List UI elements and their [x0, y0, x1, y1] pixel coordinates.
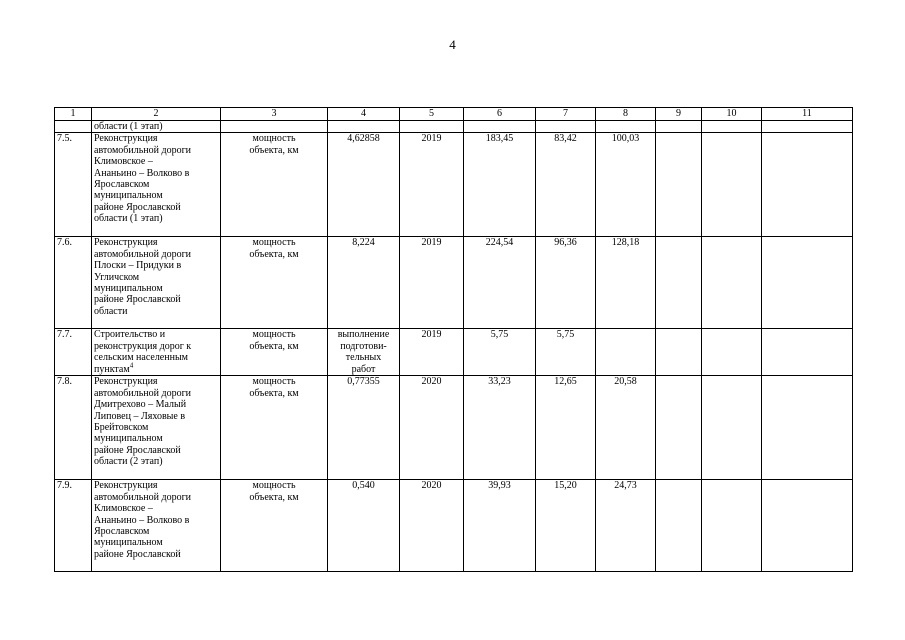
year-cell: 2019	[400, 133, 464, 237]
col10-cell	[702, 376, 762, 480]
col10-cell	[702, 329, 762, 376]
row-number-cell: 7.7.	[55, 329, 92, 376]
table-row	[55, 133, 853, 237]
table-row	[55, 121, 853, 133]
year-cell: 2020	[400, 480, 464, 572]
row-number-cell: 7.9.	[55, 480, 92, 572]
col7-cell: 15,20	[536, 480, 596, 572]
col6-cell: 5,75	[464, 329, 536, 376]
col10-cell	[702, 237, 762, 329]
column-header: 6	[464, 108, 536, 121]
indicator-cell: мощность объекта, км	[221, 376, 328, 480]
col10-cell	[702, 480, 762, 572]
col6-cell	[464, 121, 536, 133]
object-name-text: Строительство и реконструкция дорог к сельским населенным пунктам	[94, 329, 192, 375]
col11-cell	[762, 376, 853, 480]
col6-cell: 224,54	[464, 237, 536, 329]
column-header: 8	[596, 108, 656, 121]
col9-cell	[656, 329, 702, 376]
col8-cell: 24,73	[596, 480, 656, 572]
column-header: 7	[536, 108, 596, 121]
value-cell: 0,540	[328, 480, 400, 572]
table-row	[55, 237, 853, 329]
year-cell: 2019	[400, 237, 464, 329]
col9-cell	[656, 376, 702, 480]
col8-cell: 20,58	[596, 376, 656, 480]
col8-cell: 128,18	[596, 237, 656, 329]
object-name-cell: Реконструкция автомобильной дороги Климовское – Ананьино – Волково в Ярославском муниципальном районе Ярославской области (1 этап)	[92, 133, 221, 237]
value-cell: выполнение подготови- тельных работ	[328, 329, 400, 376]
col8-cell: 100,03	[596, 133, 656, 237]
year-cell	[400, 121, 464, 133]
value-cell: 0,77355	[328, 376, 400, 480]
object-name-cell	[92, 329, 221, 376]
column-header: 4	[328, 108, 400, 121]
column-header: 3	[221, 108, 328, 121]
page-number: 4	[449, 37, 456, 52]
value-cell: 8,224	[328, 237, 400, 329]
indicator-cell	[221, 121, 328, 133]
column-header: 2	[92, 108, 221, 121]
year-cell: 2020	[400, 376, 464, 480]
col11-cell	[762, 237, 853, 329]
col11-cell	[762, 121, 853, 133]
table-row	[55, 480, 853, 572]
indicator-cell: мощность объекта, км	[221, 480, 328, 572]
object-name-cell: Реконструкция автомобильной дороги Климовское – Ананьино – Волково в Ярославском муниципальном районе Ярославской	[92, 480, 221, 572]
col10-cell	[702, 133, 762, 237]
col8-cell	[596, 329, 656, 376]
indicator-cell: мощность объекта, км	[221, 329, 328, 376]
col7-cell	[536, 121, 596, 133]
column-header: 11	[762, 108, 853, 121]
col10-cell	[702, 121, 762, 133]
column-number-row	[55, 108, 853, 121]
row-number-cell: 7.8.	[55, 376, 92, 480]
col9-cell	[656, 480, 702, 572]
table-row	[55, 329, 853, 376]
object-name-cell: области (1 этап)	[92, 121, 221, 133]
row-number-cell	[55, 121, 92, 133]
row-number-cell: 7.6.	[55, 237, 92, 329]
indicator-cell: мощность объекта, км	[221, 237, 328, 329]
value-cell	[328, 121, 400, 133]
col11-cell	[762, 133, 853, 237]
object-name-cell: Реконструкция автомобильной дороги Плоски – Придуки в Угличском муниципальном районе Ярославской области	[92, 237, 221, 329]
table-row	[55, 376, 853, 480]
col9-cell	[656, 133, 702, 237]
column-header: 5	[400, 108, 464, 121]
col6-cell: 183,45	[464, 133, 536, 237]
col7-cell: 96,36	[536, 237, 596, 329]
col6-cell: 39,93	[464, 480, 536, 572]
year-cell: 2019	[400, 329, 464, 376]
col9-cell	[656, 237, 702, 329]
col8-cell	[596, 121, 656, 133]
column-header: 9	[656, 108, 702, 121]
col6-cell: 33,23	[464, 376, 536, 480]
col7-cell: 5,75	[536, 329, 596, 376]
indicator-cell: мощность объекта, км	[221, 133, 328, 237]
footnote-marker: 4	[129, 361, 134, 370]
data-table	[54, 107, 853, 572]
column-header: 10	[702, 108, 762, 121]
row-number-cell: 7.5.	[55, 133, 92, 237]
col7-cell: 83,42	[536, 133, 596, 237]
col11-cell	[762, 480, 853, 572]
col11-cell	[762, 329, 853, 376]
col7-cell: 12,65	[536, 376, 596, 480]
value-cell: 4,62858	[328, 133, 400, 237]
column-header: 1	[55, 108, 92, 121]
object-name-cell: Реконструкция автомобильной дороги Дмитрехово – Малый Липовец – Ляховые в Брейтовском муниципальном районе Ярославской области (2 этап)	[92, 376, 221, 480]
col9-cell	[656, 121, 702, 133]
